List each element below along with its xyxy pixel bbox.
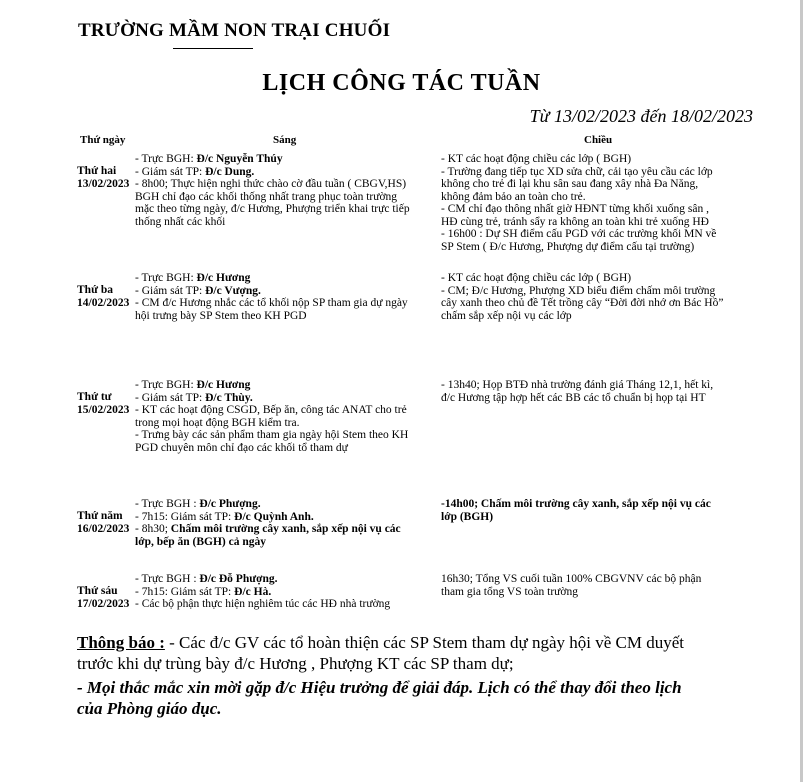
afternoon-line: cây xanh theo chủ đề Tết trồng cây “Đời đời nhớ ơn Bác Hồ” — [441, 297, 724, 309]
morning-bold-text: Đ/c Hương — [196, 272, 251, 284]
morning-line — [135, 272, 408, 285]
day-cell — [77, 165, 129, 190]
morning-line — [135, 586, 390, 599]
morning-bold-text: Đ/c Vượng. — [205, 284, 261, 297]
afternoon-line: - KT các hoạt động chiều các lớp ( BGH) — [441, 272, 632, 284]
morning-bold-text: Đ/c Dung. — [205, 165, 255, 178]
morning-line — [135, 536, 401, 549]
morning-text: - Trực BGH : — [135, 573, 200, 585]
afternoon-cell — [441, 153, 716, 253]
header-morning: Sáng — [273, 134, 297, 146]
note-line-2: của Phòng giáo dục. — [77, 699, 222, 718]
morning-line — [135, 429, 408, 442]
afternoon-line: SP Stem ( Đ/c Hương, Phượng dự điểm cấu tại trường) — [441, 240, 695, 253]
afternoon-line: HĐ cùng trẻ, tránh sẩy ra không an toàn khi trẻ xuống HĐ — [441, 215, 709, 228]
morning-text: mặc theo từng ngày, đ/c Hương, Phượng triển khai trực tiếp — [135, 203, 410, 215]
morning-text: - Trực BGH : — [135, 498, 200, 510]
afternoon-line: - 16h00 : Dự SH điểm cấu PGD với các trường khối MN về — [441, 228, 717, 240]
afternoon-cell — [441, 498, 711, 523]
afternoon-line: không đảm bảo an toàn cho trẻ. — [441, 190, 586, 203]
notice-text-1: - Các đ/c GV các tổ hoàn thiện các SP Stem tham dự ngày hội về CM duyết — [164, 633, 684, 652]
morning-line — [135, 379, 408, 392]
afternoon-line: - Trường đang tiếp tục XD sửa chữ, cải tạo yêu cầu các lớp — [441, 165, 713, 178]
morning-line — [135, 166, 410, 179]
day-date: 14/02/2023 — [77, 296, 130, 309]
morning-text: - KT các hoạt động CSGD, Bếp ăn, công tác ANAT cho trẻ — [135, 404, 407, 416]
afternoon-line: - CM; Đ/c Hương, Phượng XD biểu điểm chấm môi trường — [441, 284, 716, 297]
notice-block — [77, 632, 684, 719]
morning-bold-text: Đ/c Quỳnh Anh. — [234, 510, 314, 523]
morning-bold-text: lớp, bếp ăn (BGH) cả ngày — [135, 535, 266, 548]
morning-text: - CM đ/c Hương nhắc các tổ khối nộp SP tham gia dự ngày — [135, 297, 408, 309]
morning-text: - 7h15: Giám sát TP: — [135, 585, 235, 598]
header-day: Thứ ngày — [80, 134, 126, 146]
morning-text: - Trưng bày các sản phẩm tham gia ngày hội Stem theo KH — [135, 429, 409, 441]
day-name: Thứ hai — [77, 165, 117, 177]
morning-line — [135, 498, 401, 511]
morning-cell — [135, 498, 401, 548]
day-date: 15/02/2023 — [77, 403, 130, 416]
morning-text: hội trưng bày SP Stem theo KH PGD — [135, 309, 307, 322]
afternoon-line: đ/c Hương tập hợp hết các BB các tổ chuẩn bị họp tại HT — [441, 391, 706, 404]
morning-bold-text: Đ/c Đỗ Phượng. — [199, 573, 278, 585]
school-name-underline — [173, 48, 253, 49]
afternoon-line: lớp (BGH) — [441, 510, 494, 523]
afternoon-line: -14h00; Chấm môi trường cây xanh, sắp xếp nội vụ các — [441, 498, 711, 510]
morning-bold-text: Đ/c Hà. — [234, 585, 272, 598]
day-cell — [77, 585, 129, 610]
morning-line — [135, 417, 408, 430]
morning-bold-text: Đ/c Phượng. — [199, 498, 261, 510]
morning-text: - Trực BGH: — [135, 272, 197, 284]
day-date: 16/02/2023 — [77, 522, 130, 535]
afternoon-line: - CM chỉ đạo thông nhất giờ HĐNT từng khối xuống sân , — [441, 203, 709, 215]
afternoon-cell — [441, 379, 713, 404]
morning-text: - 8h30; — [135, 523, 171, 535]
morning-line — [135, 178, 410, 191]
morning-text: BGH chỉ đạo các khối thống nhất trang phục toàn trường — [135, 190, 398, 203]
morning-bold-text: Chấm môi trường cây xanh, sắp xếp nội vụ các — [170, 523, 401, 535]
morning-cell — [135, 153, 410, 228]
notice-line-2: trước khi dự trùng bày đ/c Hương , Phượng KT các SP tham dự; — [77, 654, 514, 673]
morning-line — [135, 392, 408, 405]
header-afternoon: Chiều — [584, 134, 613, 146]
morning-text: - 7h15: Giám sát TP: — [135, 510, 235, 523]
morning-text: - Trực BGH: — [135, 153, 197, 165]
morning-bold-text: Đ/c Nguyễn Thúy — [196, 153, 283, 165]
day-cell — [77, 391, 129, 416]
morning-line — [135, 310, 408, 323]
morning-cell — [135, 573, 390, 611]
morning-line — [135, 216, 410, 229]
morning-text: - 8h00; Thực hiện nghi thức chào cờ đầu tuần ( CBGV,HS) — [135, 178, 407, 190]
day-name: Thứ tư — [77, 391, 112, 403]
morning-text: - Giám sát TP: — [135, 391, 206, 404]
day-name: Thứ ba — [77, 284, 113, 296]
morning-line — [135, 297, 408, 310]
afternoon-cell — [441, 272, 723, 322]
notice-label: Thông báo : — [77, 633, 165, 652]
day-name: Thứ năm — [77, 510, 123, 522]
note-line-1: - Mọi thắc mắc xin mời gặp đ/c Hiệu trưởng để giải đáp. Lịch có thể thay đổi theo lịch — [77, 678, 682, 697]
morning-line — [135, 285, 408, 298]
morning-line — [135, 573, 390, 586]
day-cell — [77, 284, 129, 309]
morning-line — [135, 598, 390, 611]
afternoon-line: - KT các hoạt động chiều các lớp ( BGH) — [441, 153, 632, 165]
day-date: 13/02/2023 — [77, 177, 130, 190]
morning-text: - Giám sát TP: — [135, 165, 206, 178]
morning-line — [135, 442, 408, 455]
morning-line — [135, 511, 401, 524]
morning-line — [135, 404, 408, 417]
morning-bold-text: Đ/c Hương — [196, 379, 251, 391]
morning-line — [135, 153, 410, 166]
morning-text: - Các bộ phận thực hiện nghiêm túc các HĐ nhà trường — [135, 598, 391, 610]
day-cell — [77, 510, 129, 535]
morning-cell — [135, 379, 408, 454]
morning-cell — [135, 272, 408, 322]
morning-bold-text: Đ/c Thùy. — [205, 391, 253, 404]
morning-line — [135, 523, 401, 536]
afternoon-line: - 13h40; Họp BTĐ nhà trường đánh giá Tháng 12,1, hết kì, — [441, 379, 714, 391]
day-name: Thứ sáu — [77, 585, 118, 597]
afternoon-line: 16h30; Tổng VS cuối tuần 100% CBGVNV các bộ phận — [441, 573, 702, 585]
morning-text: - Giám sát TP: — [135, 284, 206, 297]
morning-text: trong mọi hoạt động BGH kiểm tra. — [135, 416, 300, 429]
morning-text: PGD chuyên môn chỉ đạo các khối tổ tham dự — [135, 441, 348, 454]
morning-line — [135, 203, 410, 216]
notice-line-1 — [77, 632, 684, 653]
day-date: 17/02/2023 — [77, 597, 130, 610]
afternoon-line: chấm sắp xếp nội vụ các lớp — [441, 309, 572, 322]
date-range: Từ 13/02/2023 đến 18/02/2023 — [529, 106, 753, 126]
morning-line — [135, 191, 410, 204]
school-name: TRƯỜNG MẦM NON TRẠI CHUỐI — [78, 20, 391, 41]
page-title: LỊCH CÔNG TÁC TUẦN — [262, 70, 541, 96]
afternoon-cell — [441, 573, 701, 598]
afternoon-line: tham gia tổng VS toàn trường — [441, 585, 578, 598]
afternoon-line: không cho trẻ đi lại khu sân sau đang xây nhà Đa Năng, — [441, 178, 699, 190]
morning-text: thống nhất các khối — [135, 215, 226, 228]
morning-text: - Trực BGH: — [135, 379, 197, 391]
